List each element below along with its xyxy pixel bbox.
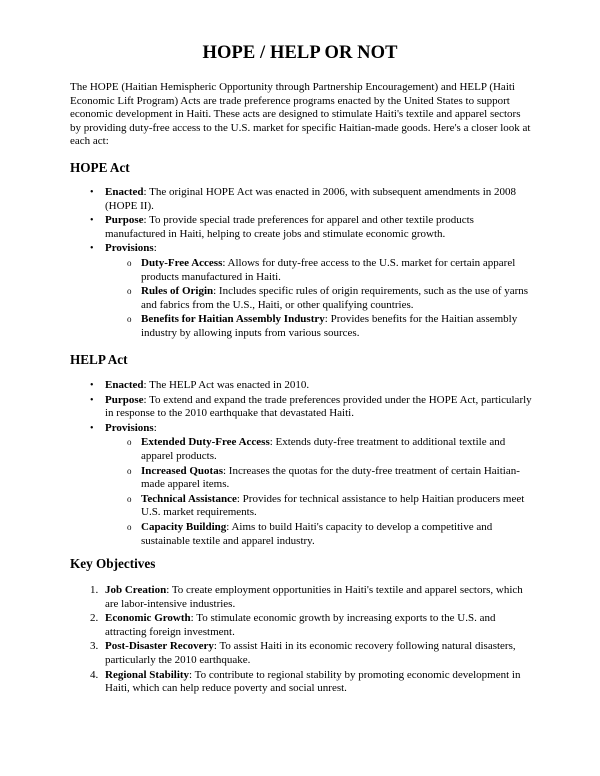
hope-purpose-label: Purpose bbox=[105, 214, 144, 227]
hope-provisions-label: Provisions bbox=[105, 242, 154, 255]
hope-purpose-text: : To provide special trade preferences for apparel and other textile products manufactured in Haiti, helping to create jobs and stimulate economic growth. bbox=[105, 214, 474, 240]
provision-label: Benefits for Haitian Assembly Industry bbox=[141, 313, 325, 326]
help-enacted-label: Enacted bbox=[105, 379, 144, 391]
hope-provision-item bbox=[70, 257, 532, 284]
objective-text: : To create employment opportunities in Haiti's textile and apparel sectors, which are labor-intensive industries. bbox=[105, 584, 523, 610]
help-heading: HELP Act bbox=[70, 352, 128, 367]
objective-label: Job Creation bbox=[105, 584, 167, 596]
objective-text: : To contribute to regional stability by promoting economic development in Haiti, which can help reduce poverty and social unrest. bbox=[105, 668, 521, 695]
help-provisions-item bbox=[70, 422, 532, 548]
objective-text: : To assist Haiti in its economic recovery following natural disasters, particularly the 2010 earthquake. bbox=[105, 640, 516, 666]
objective-label: Economic Growth bbox=[105, 612, 191, 625]
objectives-list bbox=[70, 584, 532, 697]
help-purpose-item bbox=[70, 394, 532, 421]
hope-enacted-label: Enacted bbox=[105, 186, 144, 198]
hope-provision-item bbox=[70, 285, 532, 312]
bullet-icon: • bbox=[90, 215, 94, 227]
hope-enacted-text: : The original HOPE Act was enacted in 2006, with subsequent amendments in 2008 (HOPE II). bbox=[105, 186, 517, 212]
objective-number: 2. bbox=[90, 612, 99, 625]
colon: : bbox=[153, 421, 157, 434]
sub-bullet-icon: o bbox=[127, 465, 132, 476]
hope-provisions-list bbox=[105, 257, 532, 341]
help-provisions-label: Provisions bbox=[105, 421, 154, 434]
provision-text: : Aims to build Haiti's capacity to develop a competitive and sustainable textile and apparel industry. bbox=[141, 520, 493, 547]
sub-bullet-icon: o bbox=[127, 437, 132, 448]
help-provision-item bbox=[70, 521, 532, 548]
objective-text: : To stimulate economic growth by increasing exports to the U.S. and attracting foreign investment. bbox=[105, 612, 496, 638]
help-provision-item bbox=[70, 465, 532, 492]
sub-bullet-icon: o bbox=[127, 314, 132, 325]
objective-label: Regional Stability bbox=[105, 668, 190, 681]
provision-label: Increased Quotas bbox=[141, 464, 223, 477]
help-list bbox=[70, 379, 532, 549]
help-provision-item bbox=[70, 493, 532, 520]
help-purpose-text: : To extend and expand the trade preferences provided under the HOPE Act, particularly in response to the 2010 earthquake that devastated Haiti. bbox=[105, 393, 532, 420]
provision-label: Capacity Building bbox=[141, 520, 227, 533]
help-enacted-text: : The HELP Act was enacted in 2010. bbox=[143, 379, 310, 391]
hope-provision-item bbox=[70, 313, 532, 340]
provision-text: : Allows for duty-free access to the U.S. market for certain apparel products manufactured in Haiti. bbox=[141, 256, 516, 283]
objective-number: 3. bbox=[90, 640, 99, 653]
hope-list bbox=[70, 186, 532, 342]
hope-provisions-item bbox=[70, 242, 532, 340]
objective-number: 1. bbox=[90, 584, 99, 596]
hope-heading: HOPE Act bbox=[70, 160, 130, 175]
provision-text: : Provides benefits for the Haitian assembly industry by allowing inputs from various sources. bbox=[141, 313, 518, 339]
help-enacted-item bbox=[70, 379, 532, 393]
objective-item bbox=[70, 640, 532, 667]
provision-text: : Provides for technical assistance to help Haitian producers meet U.S. market requirements. bbox=[141, 492, 525, 519]
page-title: HOPE / HELP OR NOT bbox=[202, 43, 398, 63]
objectives-heading: Key Objectives bbox=[70, 556, 156, 571]
provision-text: : Includes specific rules of origin requirements, such as the use of yarns and fabrics from the U.S., Haiti, or other qualifying countries. bbox=[141, 285, 529, 311]
help-provisions-list bbox=[105, 436, 532, 548]
bullet-icon: • bbox=[90, 380, 94, 391]
objective-number: 4. bbox=[90, 668, 99, 681]
bullet-icon: • bbox=[90, 422, 94, 434]
provision-label: Extended Duty-Free Access bbox=[141, 436, 270, 449]
hope-enacted-item bbox=[70, 186, 532, 213]
sub-bullet-icon: o bbox=[127, 493, 132, 504]
bullet-icon: • bbox=[90, 394, 94, 406]
objective-item bbox=[70, 584, 532, 611]
provision-text: : Extends duty-free treatment to additional textile and apparel products. bbox=[141, 436, 506, 462]
objective-item bbox=[70, 612, 532, 639]
objective-label: Post-Disaster Recovery bbox=[105, 640, 214, 653]
bullet-icon: • bbox=[90, 243, 94, 255]
sub-bullet-icon: o bbox=[127, 286, 132, 297]
help-provision-item bbox=[70, 436, 532, 463]
bullet-icon: • bbox=[90, 187, 94, 198]
provision-label: Duty-Free Access bbox=[141, 256, 223, 269]
intro-paragraph: The HOPE (Haitian Hemispheric Opportunity through Partnership Encouragement) and HELP (Haiti Economic Lift Program) Acts are trade preference programs enacted by the United States to support economic development in Haiti. These acts are designed to stimulate Haiti's textile and apparel sectors by providing duty-free access to the U.S. market for specific Haitian-made goods. Here's a closer look at each act: bbox=[70, 81, 531, 148]
sub-bullet-icon: o bbox=[127, 257, 132, 268]
sub-bullet-icon: o bbox=[127, 521, 132, 532]
objective-item bbox=[70, 669, 532, 696]
hope-purpose-item bbox=[70, 214, 532, 241]
colon: : bbox=[153, 242, 157, 255]
help-purpose-label: Purpose bbox=[105, 393, 144, 406]
provision-text: : Increases the quotas for the duty-free treatment of certain Haitian-made apparel items. bbox=[141, 464, 520, 491]
provision-label: Technical Assistance bbox=[141, 492, 237, 505]
provision-label: Rules of Origin bbox=[141, 285, 214, 298]
